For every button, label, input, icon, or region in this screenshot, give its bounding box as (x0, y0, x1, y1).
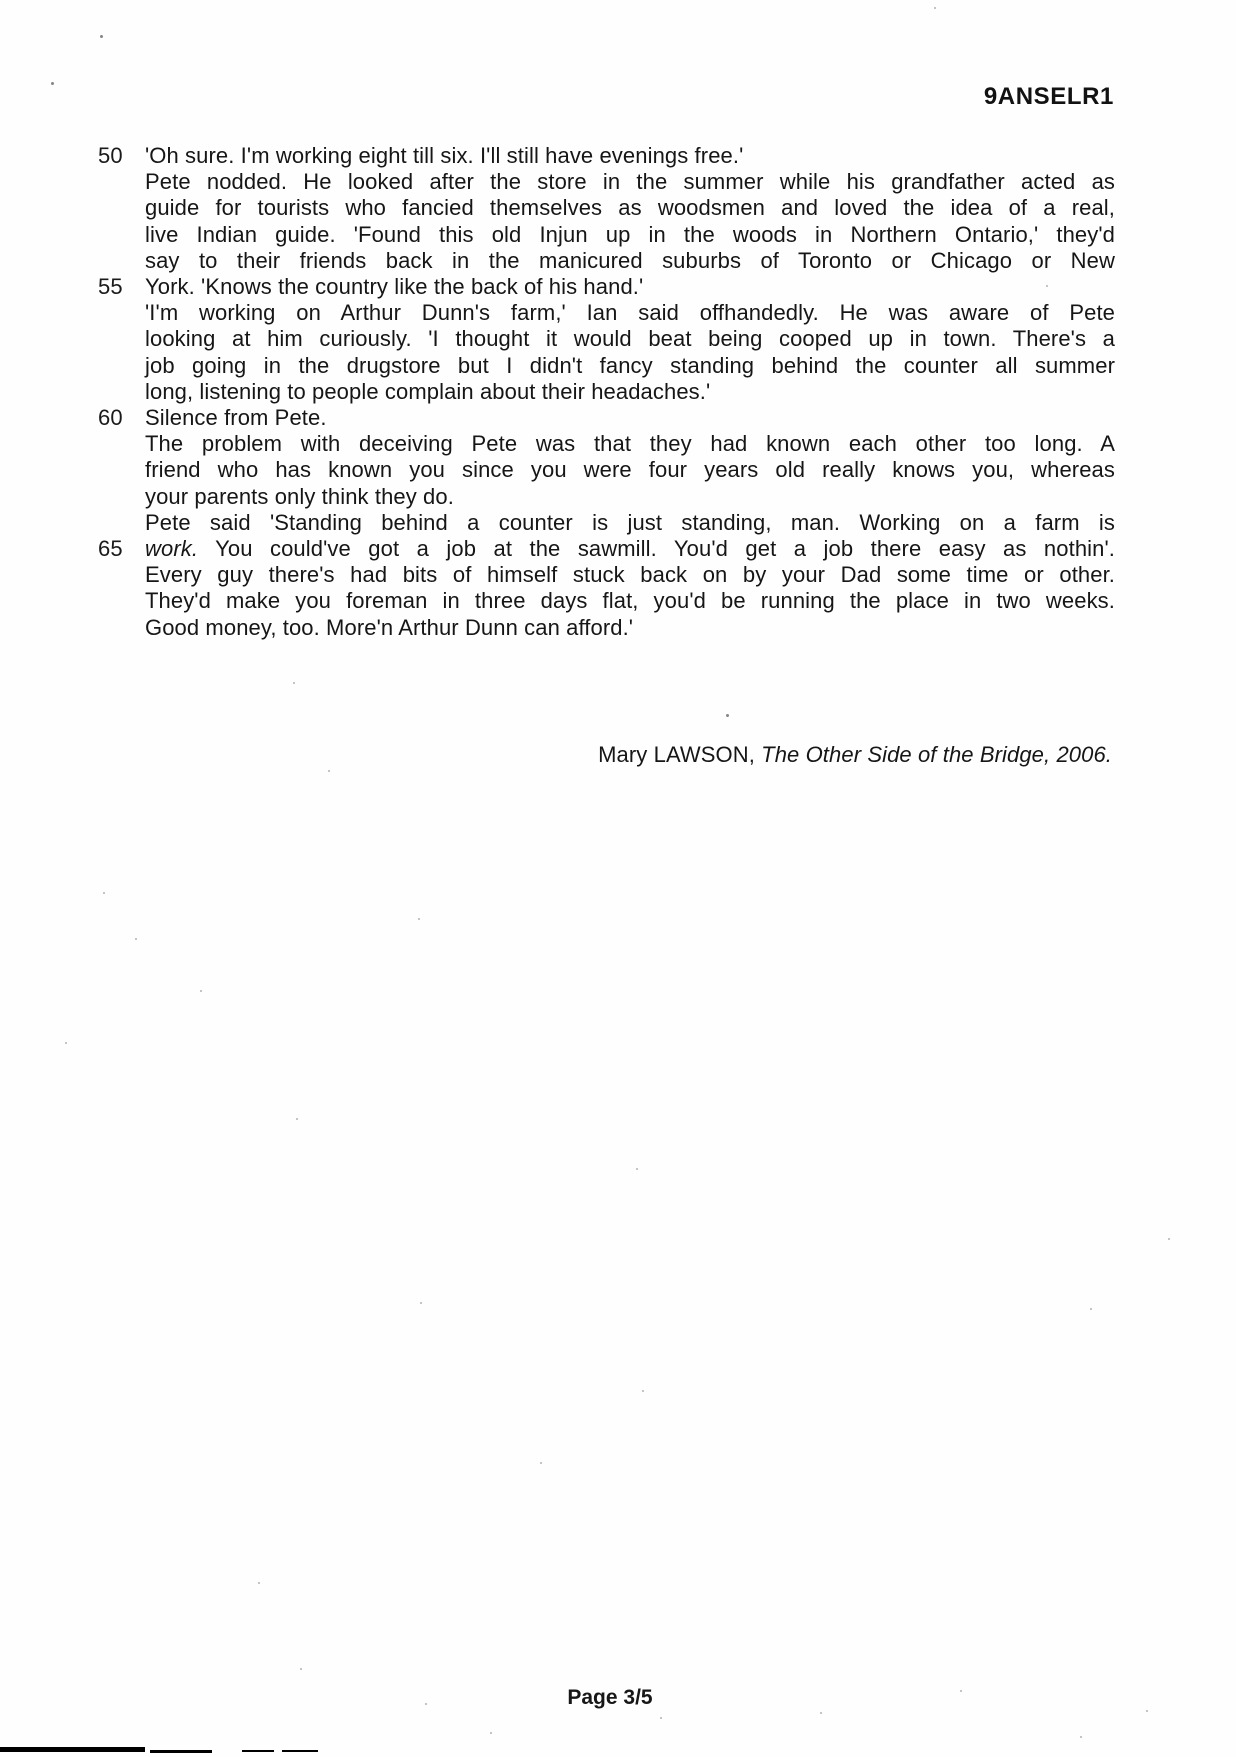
text-line (93, 248, 1115, 274)
scan-speck (425, 1703, 427, 1705)
line-text: Good money, too. More'n Arthur Dunn can afford.' (145, 614, 634, 640)
scan-speck (1146, 1710, 1148, 1712)
line-text: your parents only think they do. (145, 483, 454, 509)
line-text: The problem with deceiving Pete was that they had known each other too long. A (145, 431, 1115, 457)
line-number: 55 (98, 274, 123, 300)
passage-lines (93, 143, 1115, 641)
line-text: live Indian guide. 'Found this old Injun up in the woods in Northern Ontario,' they'd (145, 221, 1115, 247)
scan-speck (1090, 1308, 1092, 1310)
text-line (93, 405, 1115, 431)
line-text: Silence from Pete. (145, 405, 327, 431)
scan-speck (660, 1717, 662, 1719)
line-number (93, 353, 145, 379)
scan-speck (820, 1712, 822, 1714)
line-number (93, 562, 145, 588)
scan-speck (258, 1582, 260, 1584)
text-line (93, 536, 1115, 562)
attribution-author: Mary LAWSON, (598, 742, 762, 767)
text-line (93, 431, 1115, 457)
line-number (93, 510, 145, 536)
scan-speck (420, 1302, 422, 1304)
text-line (93, 326, 1115, 352)
scan-speck (296, 1118, 298, 1120)
line-text: looking at him curiously. 'I thought it would beat being cooped up in town. There's a (145, 326, 1115, 352)
scan-speck (960, 1690, 962, 1692)
line-text: long, listening to people complain about their headaches.' (145, 378, 711, 404)
text-line (93, 379, 1115, 405)
text-line (93, 222, 1115, 248)
line-text: Pete nodded. He looked after the store in the summer while his grandfather acted as (145, 169, 1115, 195)
line-text: guide for tourists who fancied themselves as woodsmen and loved the idea of a real, (145, 195, 1115, 221)
scan-speck (490, 1732, 492, 1734)
exam-reference-code: 9ANSELR1 (983, 83, 1114, 110)
line-number (93, 588, 145, 614)
scan-speck (135, 938, 137, 940)
scan-speck (418, 918, 420, 920)
line-number: 65 (98, 536, 123, 562)
scan-speck (100, 35, 103, 38)
text-line (93, 588, 1115, 614)
line-number (93, 222, 145, 248)
scan-speck (1168, 1238, 1170, 1240)
line-text: 'Oh sure. I'm working eight till six. I'll still have evenings free.' (145, 143, 744, 168)
scan-artifact (282, 1750, 318, 1752)
text-line (93, 300, 1115, 326)
scan-speck (65, 1042, 67, 1044)
text-line (93, 615, 1115, 641)
line-text: Pete said 'Standing behind a counter is just standing, man. Working on a farm is (145, 509, 1115, 535)
line-text: They'd make you foreman in three days flat, you'd be running the place in two weeks. (145, 588, 1115, 614)
scan-speck (103, 892, 105, 894)
scan-artifact (150, 1750, 212, 1753)
text-line (93, 457, 1115, 483)
line-number: 60 (98, 405, 123, 431)
line-number (93, 169, 145, 195)
text-line (93, 510, 1115, 536)
scan-speck (1080, 1736, 1082, 1738)
line-number (93, 195, 145, 221)
page-number: Page 3/5 (567, 1686, 653, 1709)
scan-speck (642, 1390, 644, 1392)
line-number (93, 484, 145, 510)
line-text: York. 'Knows the country like the back of his hand.' (145, 274, 644, 300)
line-number (93, 248, 145, 274)
scan-speck (934, 7, 936, 9)
line-number (93, 379, 145, 405)
line-number (93, 300, 145, 326)
text-line (93, 274, 1115, 300)
line-text: work. You could've got a job at the sawmill. You'd get a job there easy as nothin'. (145, 536, 1115, 562)
line-number (93, 326, 145, 352)
line-number (93, 615, 145, 641)
scan-speck (328, 770, 330, 772)
scan-speck (540, 1462, 542, 1464)
scan-speck (636, 1168, 638, 1170)
line-text: 'I'm working on Arthur Dunn's farm,' Ian said offhandedly. He was aware of Pete (145, 300, 1115, 326)
line-number: 50 (98, 143, 123, 168)
line-text: friend who has known you since you were four years old really knows you, whereas (145, 457, 1115, 483)
line-text: say to their friends back in the manicured suburbs of Toronto or Chicago or New (145, 247, 1115, 273)
text-line (93, 562, 1115, 588)
line-text: Every guy there's had bits of himself stuck back on by your Dad some time or other. (145, 562, 1115, 588)
scan-speck (1046, 285, 1048, 287)
source-attribution (598, 742, 1112, 768)
scan-speck (51, 82, 54, 85)
attribution-title-year: The Other Side of the Bridge, 2006. (761, 742, 1112, 767)
text-line (93, 143, 1115, 169)
scan-speck (726, 714, 729, 717)
line-number (93, 457, 145, 483)
line-text: job going in the drugstore but I didn't fancy standing behind the counter all summer (145, 352, 1115, 378)
scan-speck (293, 682, 295, 684)
scan-artifact (0, 1747, 145, 1752)
line-number (93, 431, 145, 457)
scan-speck (300, 1668, 302, 1670)
scan-speck (200, 990, 202, 992)
text-line (93, 353, 1115, 379)
text-line (93, 195, 1115, 221)
scan-artifact (242, 1750, 274, 1752)
text-line (93, 169, 1115, 195)
text-line (93, 484, 1115, 510)
